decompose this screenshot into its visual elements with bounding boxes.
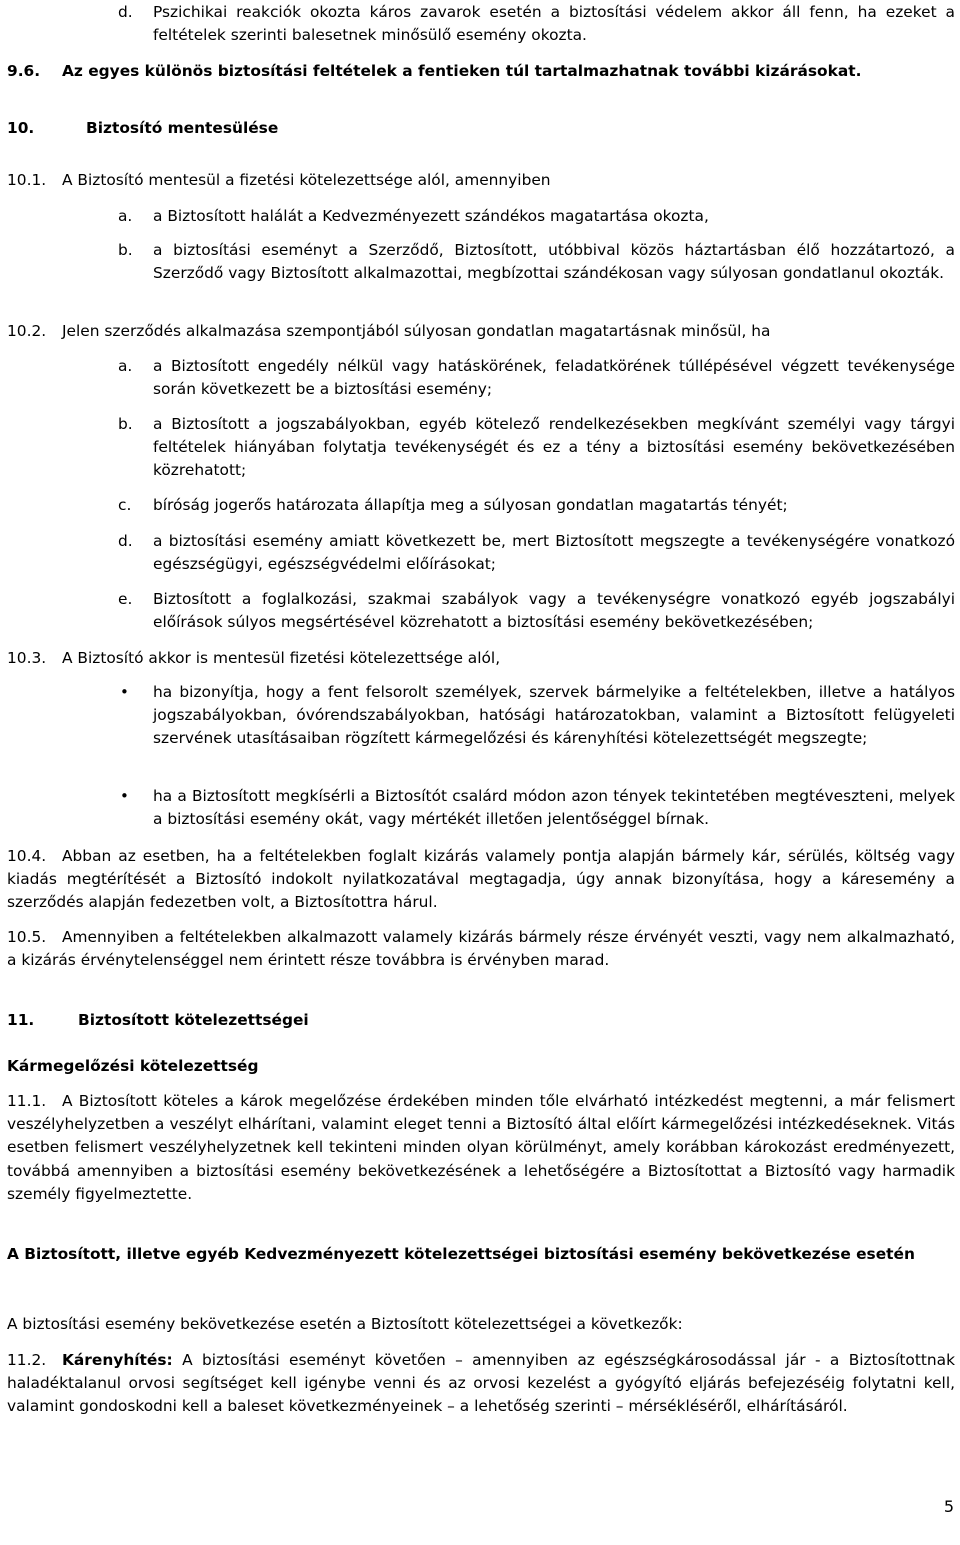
item-10-2-e-label: e. xyxy=(118,590,133,608)
section-10-title: Biztosító mentesülése xyxy=(86,119,279,137)
section-10-5-label: 10.5. xyxy=(7,928,47,946)
section-10-1-text: A Biztosító mentesül a fizetési kötelezettsége alól, amennyiben xyxy=(62,171,551,189)
section-11-title: Biztosított kötelezettségei xyxy=(78,1011,309,1029)
section-11-number: 11. xyxy=(7,1011,35,1029)
bullet-10-3-2: • xyxy=(120,787,129,805)
item-d-label: d. xyxy=(118,3,133,21)
item-10-2-e-text: Biztosított a foglalkozási, szakmai szabályok vagy a tevékenységre vonatkozó egyéb jogszabályi előírások súlyos megsértésével közrehatott a biztosítási esemény bekövetkezésében; xyxy=(153,590,955,632)
item-d-text: Pszichikai reakciók okozta káros zavarok esetén a biztosítási védelem akkor áll fenn, ha ezeket a feltételek szerinti balesetnek minősülő esemény okozta. xyxy=(153,3,955,45)
section-10-number: 10. xyxy=(7,119,35,137)
item-10-1-a-label: a. xyxy=(118,207,133,225)
bullet-10-3-1: • xyxy=(120,683,129,701)
section-11-2-paragraph xyxy=(7,1349,955,1419)
bullet-10-3-1-text: ha bizonyítja, hogy a fent felsorolt személyek, szervek bármelyike a feltételekben, illetve a hatályos jogszabályokban, óvórendszabályokban, hatósági határozatokban, valamint a Biztosított felügyeleti szervének utasításaiban rögzített kármegelőzési és kárenyhítési kötelezettségét megszegte; xyxy=(153,683,955,748)
bullet-10-3-2-text: ha a Biztosított megkísérli a Biztosítót csalárd módon azon tények tekintetében megtéveszteni, melyek a biztosítási esemény okát, vagy mértékét illetően jelentőséggel bírnak. xyxy=(153,787,955,829)
section-10-2-text: Jelen szerződés alkalmazása szempontjából súlyosan gondatlan magatartásnak minősül, ha xyxy=(62,322,771,340)
item-10-1-a-text: a Biztosított halálát a Kedvezményezett szándékos magatartása okozta, xyxy=(153,207,709,225)
section-10-3-label: 10.3. xyxy=(7,649,47,667)
section-10-5-text: Amennyiben a feltételekben alkalmazott valamely kizárás bármely része érvényét veszti, vagy nem alkalmazható, a kizárás érvénytelenséggel nem érintett része továbbra is érvényben marad. xyxy=(7,928,955,970)
item-10-2-d-text: a biztosítási esemény amiatt következett be, mert Biztosított megszegte a tevékenységére vonatkozó egészségügyi, egészségvédelmi előírásokat; xyxy=(153,532,955,574)
section-10-4-text: Abban az esetben, ha a feltételekben foglalt kizárás valamely pontja alapján bármely kár, sérülés, költség vagy kiadás megtérítését a Biztosító indokolt nyilatkozatával megtagadja, úgy annak bizonyítása, hogy a káresemény a szerződés alapján fedezetben volt, a Biztosítottra hárul. xyxy=(7,847,955,912)
item-10-2-a-label: a. xyxy=(118,357,133,375)
item-10-1-b-label: b. xyxy=(118,241,133,259)
subheading-karmegelozes: Kármegelőzési kötelezettség xyxy=(7,1057,259,1075)
item-10-1-b-text: a biztosítási eseményt a Szerződő, Biztosított, utóbbival közös háztartásban élő hozzátartozó, a Szerződő vagy Biztosított alkalmazottai, megbízottai szándékosan vagy súlyosan gondatlanul okozták. xyxy=(153,241,955,283)
section-11-1-label: 11.1. xyxy=(7,1092,47,1110)
item-10-2-a-text: a Biztosított engedély nélkül vagy hatáskörének, feladatkörének túllépésével végzett tevékenysége során következett be a biztosítási esemény; xyxy=(153,357,955,399)
section-10-1-label: 10.1. xyxy=(7,171,47,189)
section-10-3-text: A Biztosító akkor is mentesül fizetési kötelezettsége alól, xyxy=(62,649,501,667)
intro-kotelezettsegek: A biztosítási esemény bekövetkezése esetén a Biztosított kötelezettségei a következők: xyxy=(7,1315,683,1333)
item-10-2-b-label: b. xyxy=(118,415,133,433)
section-10-4-label: 10.4. xyxy=(7,847,47,865)
section-11-1-text: A Biztosított köteles a károk megelőzése érdekében minden tőle elvárható intézkedést megtenni, a már felismert veszélyhelyzetben a veszélyt elhárítani, valamint eleget tenni a Biztosító által előírt kármegelőzési intézkedéseknek. Vitás esetben felismert veszélyhelyzetnek kell tekinteni minden olyan körülményt, amely korábban károkozást eredményezett, továbbá amennyiben a biztosítási esemény bekövetkezésének a lehetőségére a Biztosítottat a Biztosító vagy harmadik személy figyelmeztette. xyxy=(7,1092,955,1203)
item-10-2-c-label: c. xyxy=(118,496,132,514)
term-karenyhites: Kárenyhítés: xyxy=(62,1351,173,1369)
section-10-2-label: 10.2. xyxy=(7,322,47,340)
section-9-6-label: 9.6. xyxy=(7,62,41,80)
item-10-2-c-text: bíróság jogerős határozata állapítja meg a súlyosan gondatlan magatartás tényét; xyxy=(153,496,788,514)
page-number: 5 xyxy=(943,1497,954,1516)
section-9-6-text: Az egyes különös biztosítási feltételek a fentieken túl tartalmazhatnak további kizárásokat. xyxy=(62,62,862,80)
section-11-2-text: A biztosítási eseményt követően – amennyiben az egészségkárosodással jár - a Biztosítottnak haladéktalanul orvosi segítséget kell igénybe venni és az orvosi kezelést a gyógyító eljárás befejezéséig folytatni kell, valamint gondoskodni kell a baleset következményeinek – a lehetőség szerinti – mérsékléséről, elhárításáról. xyxy=(7,1351,955,1416)
item-10-2-d-label: d. xyxy=(118,532,133,550)
item-10-2-b-text: a Biztosított a jogszabályokban, egyéb kötelező rendelkezésekben megkívánt személyi vagy tárgyi feltételek hiányában folytatja tevékenységét és ez a tény a biztosítási esemény bekövetkezésében közrehatott; xyxy=(153,415,955,480)
subheading-kedvezmenyezett: A Biztosított, illetve egyéb Kedvezményezett kötelezettségei biztosítási esemény bekövetkezése esetén xyxy=(7,1245,915,1263)
section-11-2-label: 11.2. xyxy=(7,1351,47,1369)
